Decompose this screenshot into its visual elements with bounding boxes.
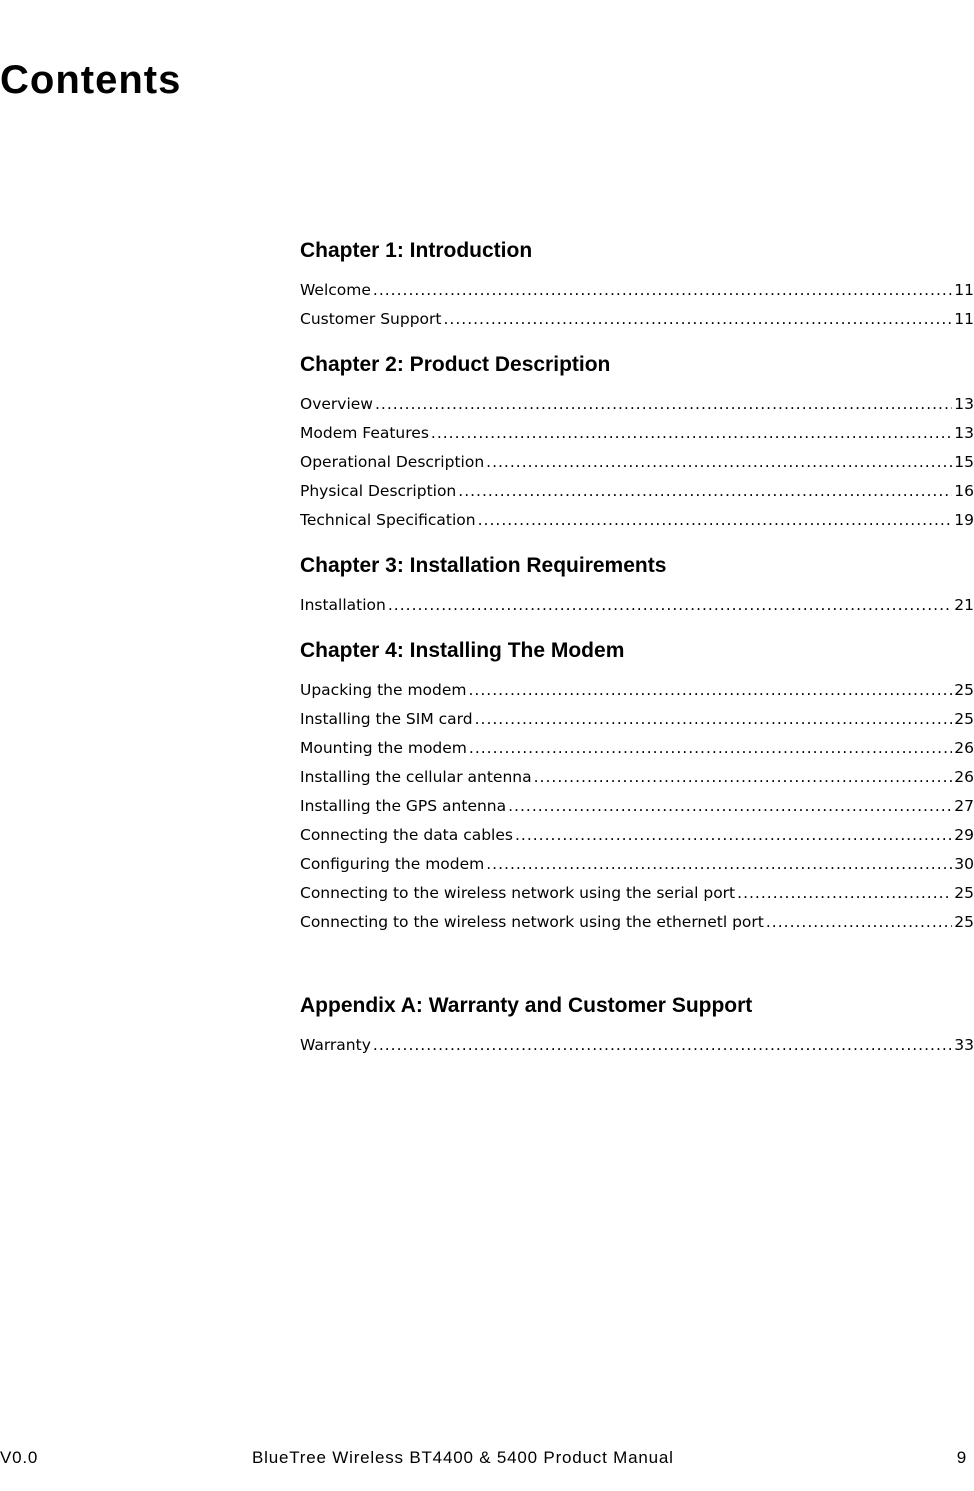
toc-entry[interactable] — [300, 506, 974, 535]
toc-entry[interactable] — [300, 705, 974, 734]
toc-entry[interactable] — [300, 276, 974, 305]
toc-entry-page: 25 — [954, 884, 974, 902]
toc-entry[interactable] — [300, 734, 974, 763]
toc-entry-page: 11 — [954, 281, 974, 299]
footer-page-number: 9 — [956, 1448, 967, 1467]
footer-version: V0.0 — [0, 1448, 39, 1467]
toc-entry-label: Installing the GPS antenna — [300, 797, 507, 815]
toc-entry-page: 13 — [954, 395, 974, 413]
dot-leader — [508, 792, 952, 821]
dot-leader — [469, 734, 952, 763]
toc-entry[interactable] — [300, 419, 974, 448]
toc-entry-page: 13 — [954, 424, 974, 442]
dot-leader — [766, 908, 952, 937]
dot-leader — [444, 305, 953, 334]
dot-leader — [373, 1031, 952, 1060]
toc-entry-page: 25 — [954, 710, 974, 728]
toc-entry-page: 16 — [954, 482, 974, 500]
toc-entry-label: Welcome — [300, 281, 371, 299]
page-title: Contents — [0, 58, 182, 102]
toc-entry-label: Modem Features — [300, 424, 429, 442]
footer-manual-title: BlueTree Wireless BT4400 & 5400 Product Manual — [252, 1448, 674, 1467]
toc-entry[interactable] — [300, 477, 974, 506]
toc-entry-label: Connecting to the wireless network using the serial port — [300, 884, 736, 902]
toc-entry-page: 19 — [954, 511, 974, 529]
toc-entry-page: 25 — [954, 913, 974, 931]
toc-entry-label: Connecting the data cables — [300, 826, 513, 844]
toc-entry-page: 26 — [954, 739, 974, 757]
chapter-heading: Chapter 4: Installing The Modem — [300, 639, 625, 662]
toc-entry[interactable] — [300, 850, 974, 879]
chapter-heading: Chapter 1: Introduction — [300, 239, 533, 262]
chapter-heading: Chapter 3: Installation Requirements — [300, 554, 667, 577]
toc-entry[interactable] — [300, 879, 974, 908]
toc-entry-label: Installing the cellular antenna — [300, 768, 532, 786]
toc-entry[interactable] — [300, 676, 974, 705]
toc-entry[interactable] — [300, 792, 974, 821]
toc-entry-label: Mounting the modem — [300, 739, 467, 757]
toc-entry-page: 25 — [954, 681, 974, 699]
toc-section-chapter-2 — [300, 352, 974, 535]
dot-leader — [737, 879, 952, 908]
toc-entry[interactable] — [300, 305, 974, 334]
toc-entry-label: Technical Specification — [300, 511, 476, 529]
toc-entry-page: 26 — [954, 768, 974, 786]
dot-leader — [478, 506, 953, 535]
dot-leader — [388, 591, 952, 620]
chapter-heading: Appendix A: Warranty and Customer Support — [300, 994, 753, 1017]
toc-entry[interactable] — [300, 591, 974, 620]
dot-leader — [458, 477, 952, 506]
toc-entry-label: Installing the SIM card — [300, 710, 473, 728]
dot-leader — [515, 821, 952, 850]
toc-entry-page: 27 — [954, 797, 974, 815]
toc-entry-label: Configuring the modem — [300, 855, 485, 873]
page-footer — [0, 1448, 974, 1472]
dot-leader — [486, 448, 952, 477]
table-of-contents — [300, 238, 974, 1060]
toc-section-chapter-1 — [300, 238, 974, 334]
toc-entry[interactable] — [300, 1031, 974, 1060]
dot-leader — [431, 419, 952, 448]
toc-entry-page: 15 — [954, 453, 974, 471]
toc-entry-label: Installation — [300, 596, 386, 614]
toc-entry-label: Overview — [300, 395, 373, 413]
toc-entry-label: Operational Description — [300, 453, 485, 471]
toc-entry[interactable] — [300, 448, 974, 477]
toc-entry-label: Warranty — [300, 1036, 371, 1054]
toc-section-chapter-3 — [300, 553, 974, 620]
toc-entry-label: Upacking the modem — [300, 681, 467, 699]
dot-leader — [469, 676, 953, 705]
chapter-heading: Chapter 2: Product Description — [300, 353, 611, 376]
toc-entry-page: 29 — [954, 826, 974, 844]
dot-leader — [486, 850, 952, 879]
toc-entry-page: 33 — [954, 1036, 974, 1054]
toc-entry[interactable] — [300, 390, 974, 419]
toc-entry-label: Customer Support — [300, 310, 442, 328]
dot-leader — [375, 390, 952, 419]
toc-entry-label: Connecting to the wireless network using the ethernetl port — [300, 913, 764, 931]
toc-entry[interactable] — [300, 763, 974, 792]
toc-section-chapter-4 — [300, 638, 974, 937]
toc-section-appendix-a — [300, 993, 974, 1060]
toc-entry[interactable] — [300, 908, 974, 937]
toc-entry[interactable] — [300, 821, 974, 850]
dot-leader — [534, 763, 953, 792]
toc-entry-page: 30 — [954, 855, 974, 873]
toc-entry-page: 11 — [954, 310, 974, 328]
toc-entry-page: 21 — [954, 596, 974, 614]
toc-entry-label: Physical Description — [300, 482, 457, 500]
dot-leader — [373, 276, 952, 305]
dot-leader — [475, 705, 953, 734]
